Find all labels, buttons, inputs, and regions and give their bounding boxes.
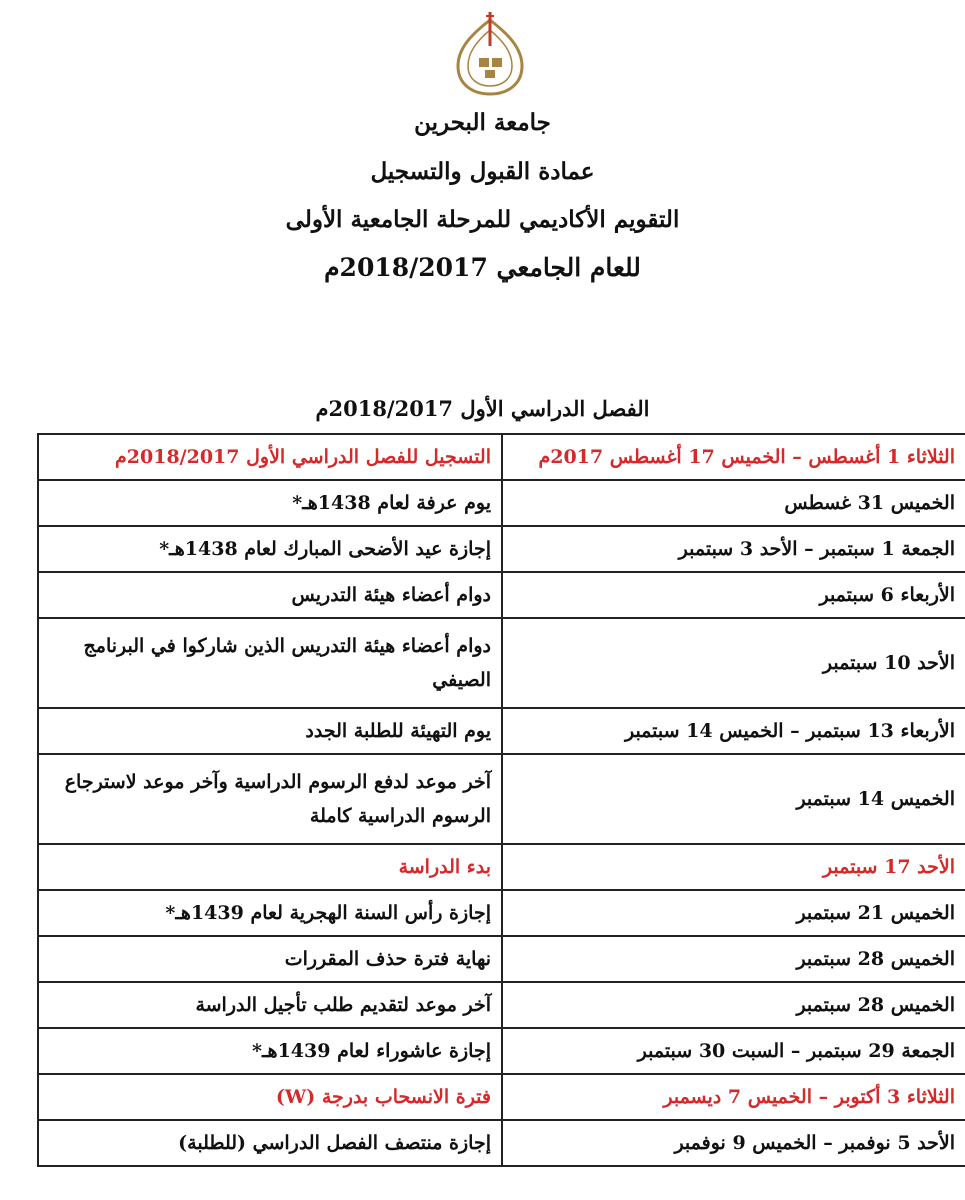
date-cell: الثلاثاء 3 أكتوبر – الخميس 7 ديسمبر xyxy=(502,1074,965,1120)
date-cell: الأحد 10 سبتمبر xyxy=(502,618,965,708)
event-cell: يوم عرفة لعام 1438هـ* xyxy=(38,480,502,526)
date-cell: الخميس 21 سبتمبر xyxy=(502,890,965,936)
event-cell: نهاية فترة حذف المقررات xyxy=(38,936,502,982)
event-cell: إجازة رأس السنة الهجرية لعام 1439هـ* xyxy=(38,890,502,936)
table-row xyxy=(38,754,965,844)
date-cell: الخميس 14 سبتمبر xyxy=(502,754,965,844)
table-row xyxy=(38,618,965,708)
event-cell: إجازة عاشوراء لعام 1439هـ* xyxy=(38,1028,502,1074)
table-row xyxy=(38,890,965,936)
table-row xyxy=(38,434,965,480)
university-name: جامعة البحرين xyxy=(414,109,551,136)
semester-title: الفصل الدراسي الأول 2018/2017م xyxy=(315,396,650,421)
table-row xyxy=(38,1028,965,1074)
date-cell: الخميس 31 غسطس xyxy=(502,480,965,526)
date-cell: الثلاثاء 1 أغسطس – الخميس 17 أغسطس 2017م xyxy=(502,434,965,480)
date-cell: الجمعة 29 سبتمبر – السبت 30 سبتمبر xyxy=(502,1028,965,1074)
date-cell: الخميس 28 سبتمبر xyxy=(502,982,965,1028)
event-cell: يوم التهيئة للطلبة الجدد xyxy=(38,708,502,754)
event-cell: التسجيل للفصل الدراسي الأول 2018/2017م xyxy=(38,434,502,480)
event-cell: بدء الدراسة xyxy=(38,844,502,890)
calendar-title: التقويم الأكاديمي للمرحلة الجامعية الأولى xyxy=(285,206,680,233)
event-cell: دوام أعضاء هيئة التدريس xyxy=(38,572,502,618)
date-cell: الأحد 17 سبتمبر xyxy=(502,844,965,890)
date-cell: الجمعة 1 سبتمبر – الأحد 3 سبتمبر xyxy=(502,526,965,572)
deanship-name: عمادة القبول والتسجيل xyxy=(370,158,595,185)
event-cell: آخر موعد لتقديم طلب تأجيل الدراسة xyxy=(38,982,502,1028)
table-row xyxy=(38,708,965,754)
table-row xyxy=(38,982,965,1028)
event-cell: إجازة عيد الأضحى المبارك لعام 1438هـ* xyxy=(38,526,502,572)
date-cell: الأربعاء 6 سبتمبر xyxy=(502,572,965,618)
table-row xyxy=(38,936,965,982)
date-cell: الخميس 28 سبتمبر xyxy=(502,936,965,982)
academic-year: للعام الجامعي 2018/2017م xyxy=(324,253,641,282)
university-seal-icon xyxy=(446,6,534,98)
event-cell: فترة الانسحاب بدرجة (W) xyxy=(38,1074,502,1120)
calendar-table xyxy=(37,433,965,1167)
date-cell: الأحد 5 نوفمبر – الخميس 9 نوفمبر xyxy=(502,1120,965,1166)
event-cell: إجازة منتصف الفصل الدراسي (للطلبة) xyxy=(38,1120,502,1166)
table-row xyxy=(38,526,965,572)
table-row xyxy=(38,480,965,526)
date-cell: الأربعاء 13 سبتمبر – الخميس 14 سبتمبر xyxy=(502,708,965,754)
event-cell: آخر موعد لدفع الرسوم الدراسية وآخر موعد لاسترجاع الرسوم الدراسية كاملة xyxy=(38,754,502,844)
table-row xyxy=(38,1120,965,1166)
event-cell: دوام أعضاء هيئة التدريس الذين شاركوا في البرنامج الصيفي xyxy=(38,618,502,708)
table-row xyxy=(38,572,965,618)
table-row xyxy=(38,844,965,890)
table-row xyxy=(38,1074,965,1120)
